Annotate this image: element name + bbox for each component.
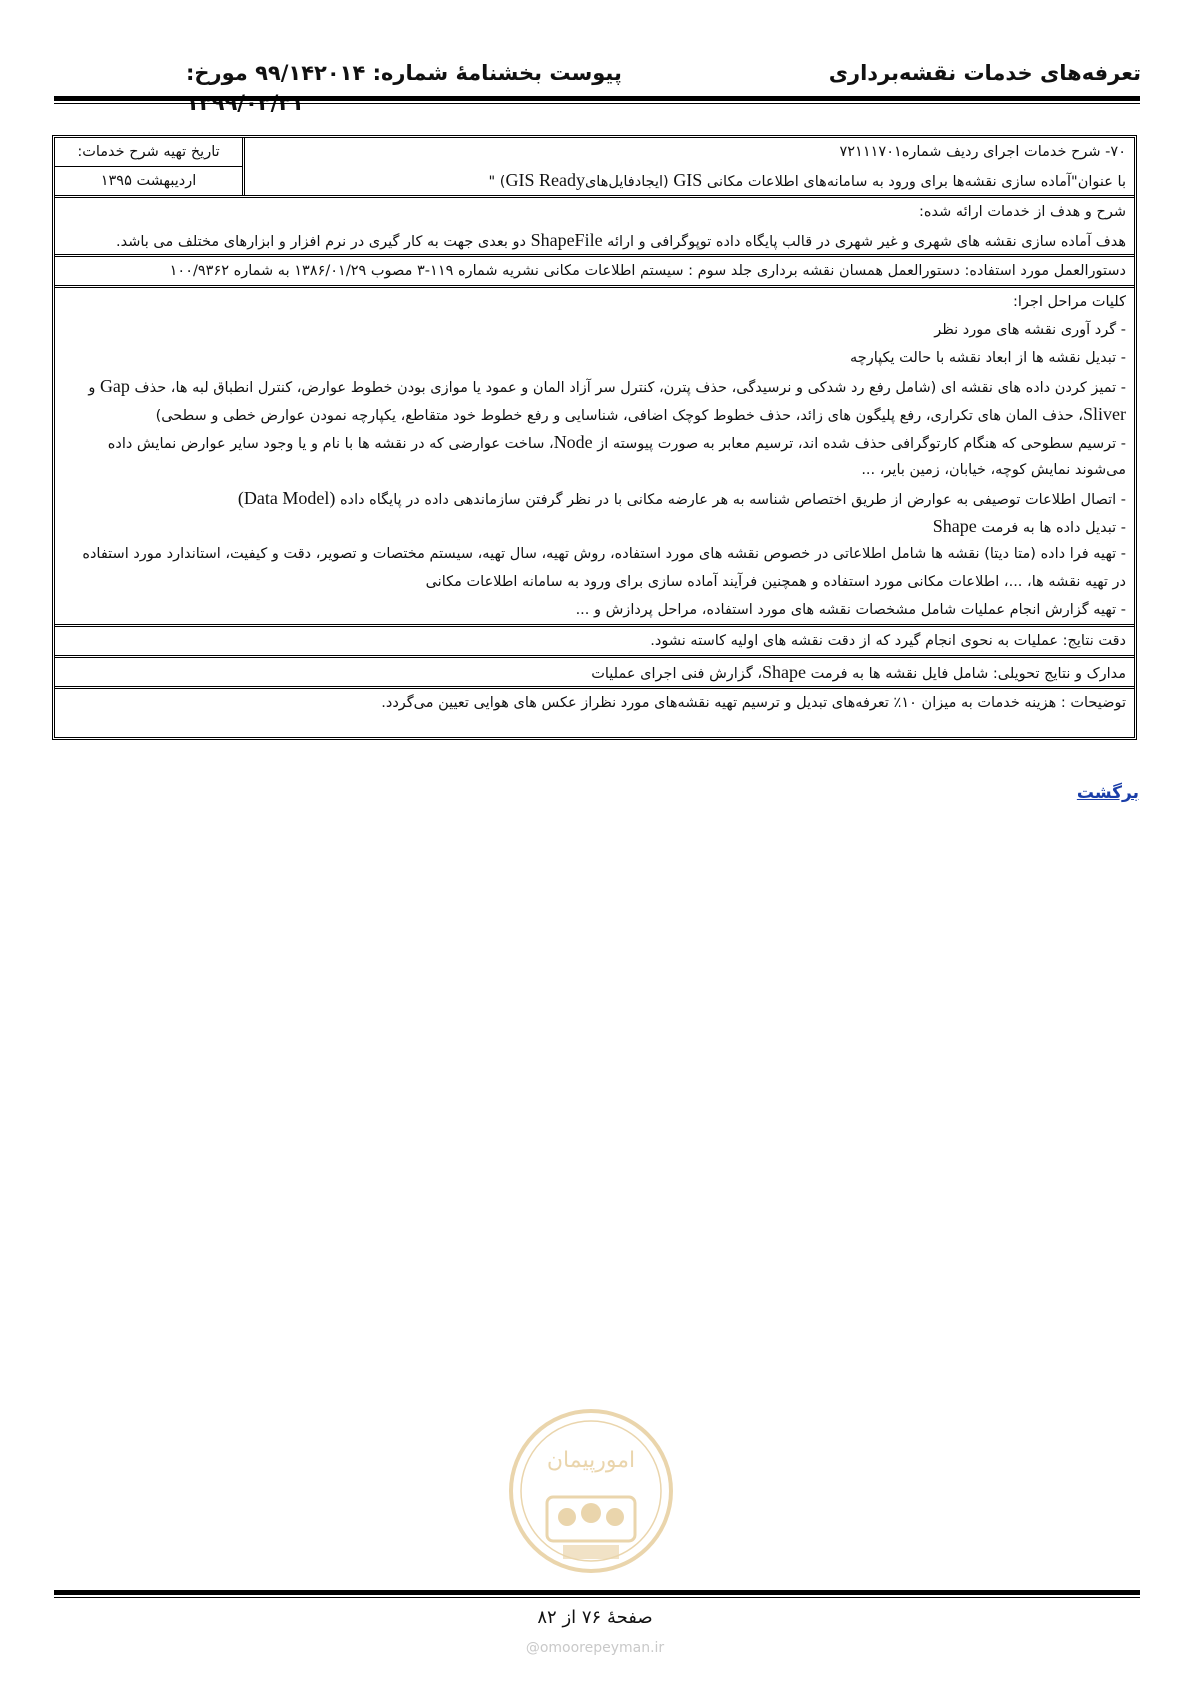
header-title: تعرفه‌های خدمات نقشه‌برداری <box>828 61 1141 85</box>
step-item-continued: در تهیه نقشه ها، ...، اطلاعات مکانی مورد استفاده و همچنین فرآیند آماده سازی برای ورود به سامانه اطلاعات مکانی <box>425 574 1126 590</box>
instruction-text: دستورالعمل مورد استفاده: دستورالعمل همسان نقشه برداری جلد سوم : سیستم اطلاعات مکانی نشریه شماره ۱۱۹-۳ مصوب ۱۳۸۶/۰۱/۲۹ به شماره ۱۰۰/۹۳۶۲ <box>169 263 1126 279</box>
footer-rule-thin <box>54 1597 1140 1598</box>
goal-row <box>55 198 1134 257</box>
page-number: صفحهٔ ۷۶ از ۸۲ <box>537 1607 653 1628</box>
header-rule <box>54 96 1140 101</box>
steps-heading: کلیات مراحل اجرا: <box>1012 294 1126 310</box>
deliverables-shape: Shape <box>762 662 807 682</box>
deliverables-text-b: ، گزارش فنی اجرای عملیات <box>591 666 763 682</box>
back-link[interactable]: برگشت <box>1076 783 1139 803</box>
step-3-gap: Gap <box>99 376 130 396</box>
step-item-continued: می‌شوند نمایش کوچه، خیابان، زمین بایر، ... <box>861 462 1126 478</box>
step-3-sliver: Sliver <box>1083 404 1126 424</box>
service-title-gis: GIS <box>673 170 703 190</box>
instruction-row <box>55 257 1134 288</box>
step-item <box>63 512 1126 540</box>
watermark-logo-icon <box>505 1405 677 1577</box>
accuracy-text: دقت نتایج: عملیات به نحوی انجام گیرد که از دقت نقشه های اولیه کاسته نشود. <box>650 633 1126 649</box>
deliverables-row <box>55 658 1134 689</box>
step-6-text-a: - تبدیل داده ها به فرمت <box>976 520 1126 536</box>
service-title-gis-ready: GIS Ready <box>505 170 585 190</box>
service-title-text-b: (ایجادفایل‌های <box>584 174 674 190</box>
service-code-line: ۷۰- شرح خدمات اجرای ردیف شماره۷۲۱۱۱۷۰۱ <box>839 144 1126 160</box>
step-4-text-b: ، ساخت عوارضی که در نقشه ها با نام و یا وجود سایر عوارض نمایش داده <box>107 436 554 452</box>
service-date-label: تاریخ تهیه شرح خدمات: <box>55 138 242 167</box>
step-item <box>63 372 1126 400</box>
service-title-line <box>253 166 1126 194</box>
step-item: - تبدیل نقشه ها از ابعاد نقشه با حالت یکپارچه <box>849 350 1126 366</box>
step-6-shape: Shape <box>932 516 977 536</box>
step-5-text-a: - اتصال اطلاعات توصیفی به عوارض از طریق اختصاص شناسه به هر عارضه مکانی با در نظر گرفتن سازماندهی داده در پایگاه داده <box>335 492 1126 508</box>
step-item <box>63 484 1126 512</box>
step-item: - گرد آوری نقشه های مورد نظر <box>934 322 1126 338</box>
accuracy-row <box>55 627 1134 658</box>
header-rule-thin <box>54 103 1140 104</box>
service-title-row <box>55 138 1134 198</box>
step-4-text-a: - ترسیم سطوحی که هنگام کارتوگرافی حذف شده اند، ترسیم معابر به صورت پیوسته از <box>592 436 1126 452</box>
step-item: - تهیه گزارش انجام عملیات شامل مشخصات نقشه های مورد استفاده، مراحل پردازش و ... <box>575 602 1126 618</box>
notes-row <box>55 689 1134 737</box>
goal-text-b: دو بعدی جهت به کار گیری در نرم افزار و ابزارهای مختلف می باشد. <box>115 234 531 250</box>
goal-heading: شرح و هدف از خدمات ارائه شده: <box>918 204 1126 220</box>
service-title-text-c: ) " <box>488 174 506 190</box>
steps-row <box>55 288 1134 627</box>
step-3-and: و <box>88 380 100 396</box>
deliverables-text <box>63 658 1126 686</box>
step-3-text-b: ، حذف المان های تکراری، رفع پلیگون های زائد، حذف خطوط کوچک اضافی، شناسایی و رفع خطوط خود متقاطع، یکپارچه نمودن عوارض خطی و سطحی) <box>155 408 1083 424</box>
goal-text-a: هدف آماده سازی نقشه های شهری و غیر شهری در قالب پایگاه داده توپوگرافی و ارائه <box>602 234 1126 250</box>
step-3-text-a: - تمیز کردن داده های نقشه ای (شامل رفع رد شدکی و نرسیدگی، حذف پترن، کنترل سر آزاد المان و عمود یا موازی بودن خطوط عوارض، کنترل انطباق لبه ها، حذف <box>129 380 1126 396</box>
service-title-cell <box>245 138 1134 195</box>
header-circular-reference: پیوست بخشنامهٔ شماره: ۹۹/۱۴۲۰۱۴ مورخ: <box>186 61 622 85</box>
step-item-continued <box>63 400 1126 428</box>
watermark-logo-text: امورپیمان <box>546 1448 636 1473</box>
deliverables-text-a: مدارک و نتایج تحویلی: شامل فایل نقشه ها به فرمت <box>806 666 1126 682</box>
step-5-data-model: (Data Model) <box>237 488 336 508</box>
service-title-text-a: با عنوان"آماده سازی نقشه‌ها برای ورود به سامانه‌های اطلاعات مکانی <box>702 174 1126 190</box>
step-item: - تهیه فرا داده (متا دیتا) نقشه ها شامل اطلاعاتی در خصوص نقشه های مورد استفاده، روش تهیه، سال تهیه، سیستم مختصات و تصویر، دقت و کیفیت، استاندارد مورد استفاده <box>82 546 1126 562</box>
step-4-node: Node <box>553 432 593 452</box>
website-watermark: @omoorepeyman.ir <box>525 1640 665 1656</box>
step-item <box>63 428 1126 456</box>
goal-shapefile: ShapeFile <box>530 230 603 250</box>
service-description-table <box>52 135 1137 740</box>
notes-text: توضیحات : هزینه خدمات به میزان ۱۰٪ تعرفه‌های تبدیل و ترسیم تهیه نقشه‌های مورد نظراز عکس های هوایی تعیین می‌گردد. <box>381 695 1126 711</box>
service-date-cell <box>55 138 245 195</box>
footer-rule <box>54 1590 1140 1595</box>
service-date-value: اردیبهشت ۱۳۹۵ <box>100 173 197 189</box>
goal-text <box>63 226 1126 254</box>
